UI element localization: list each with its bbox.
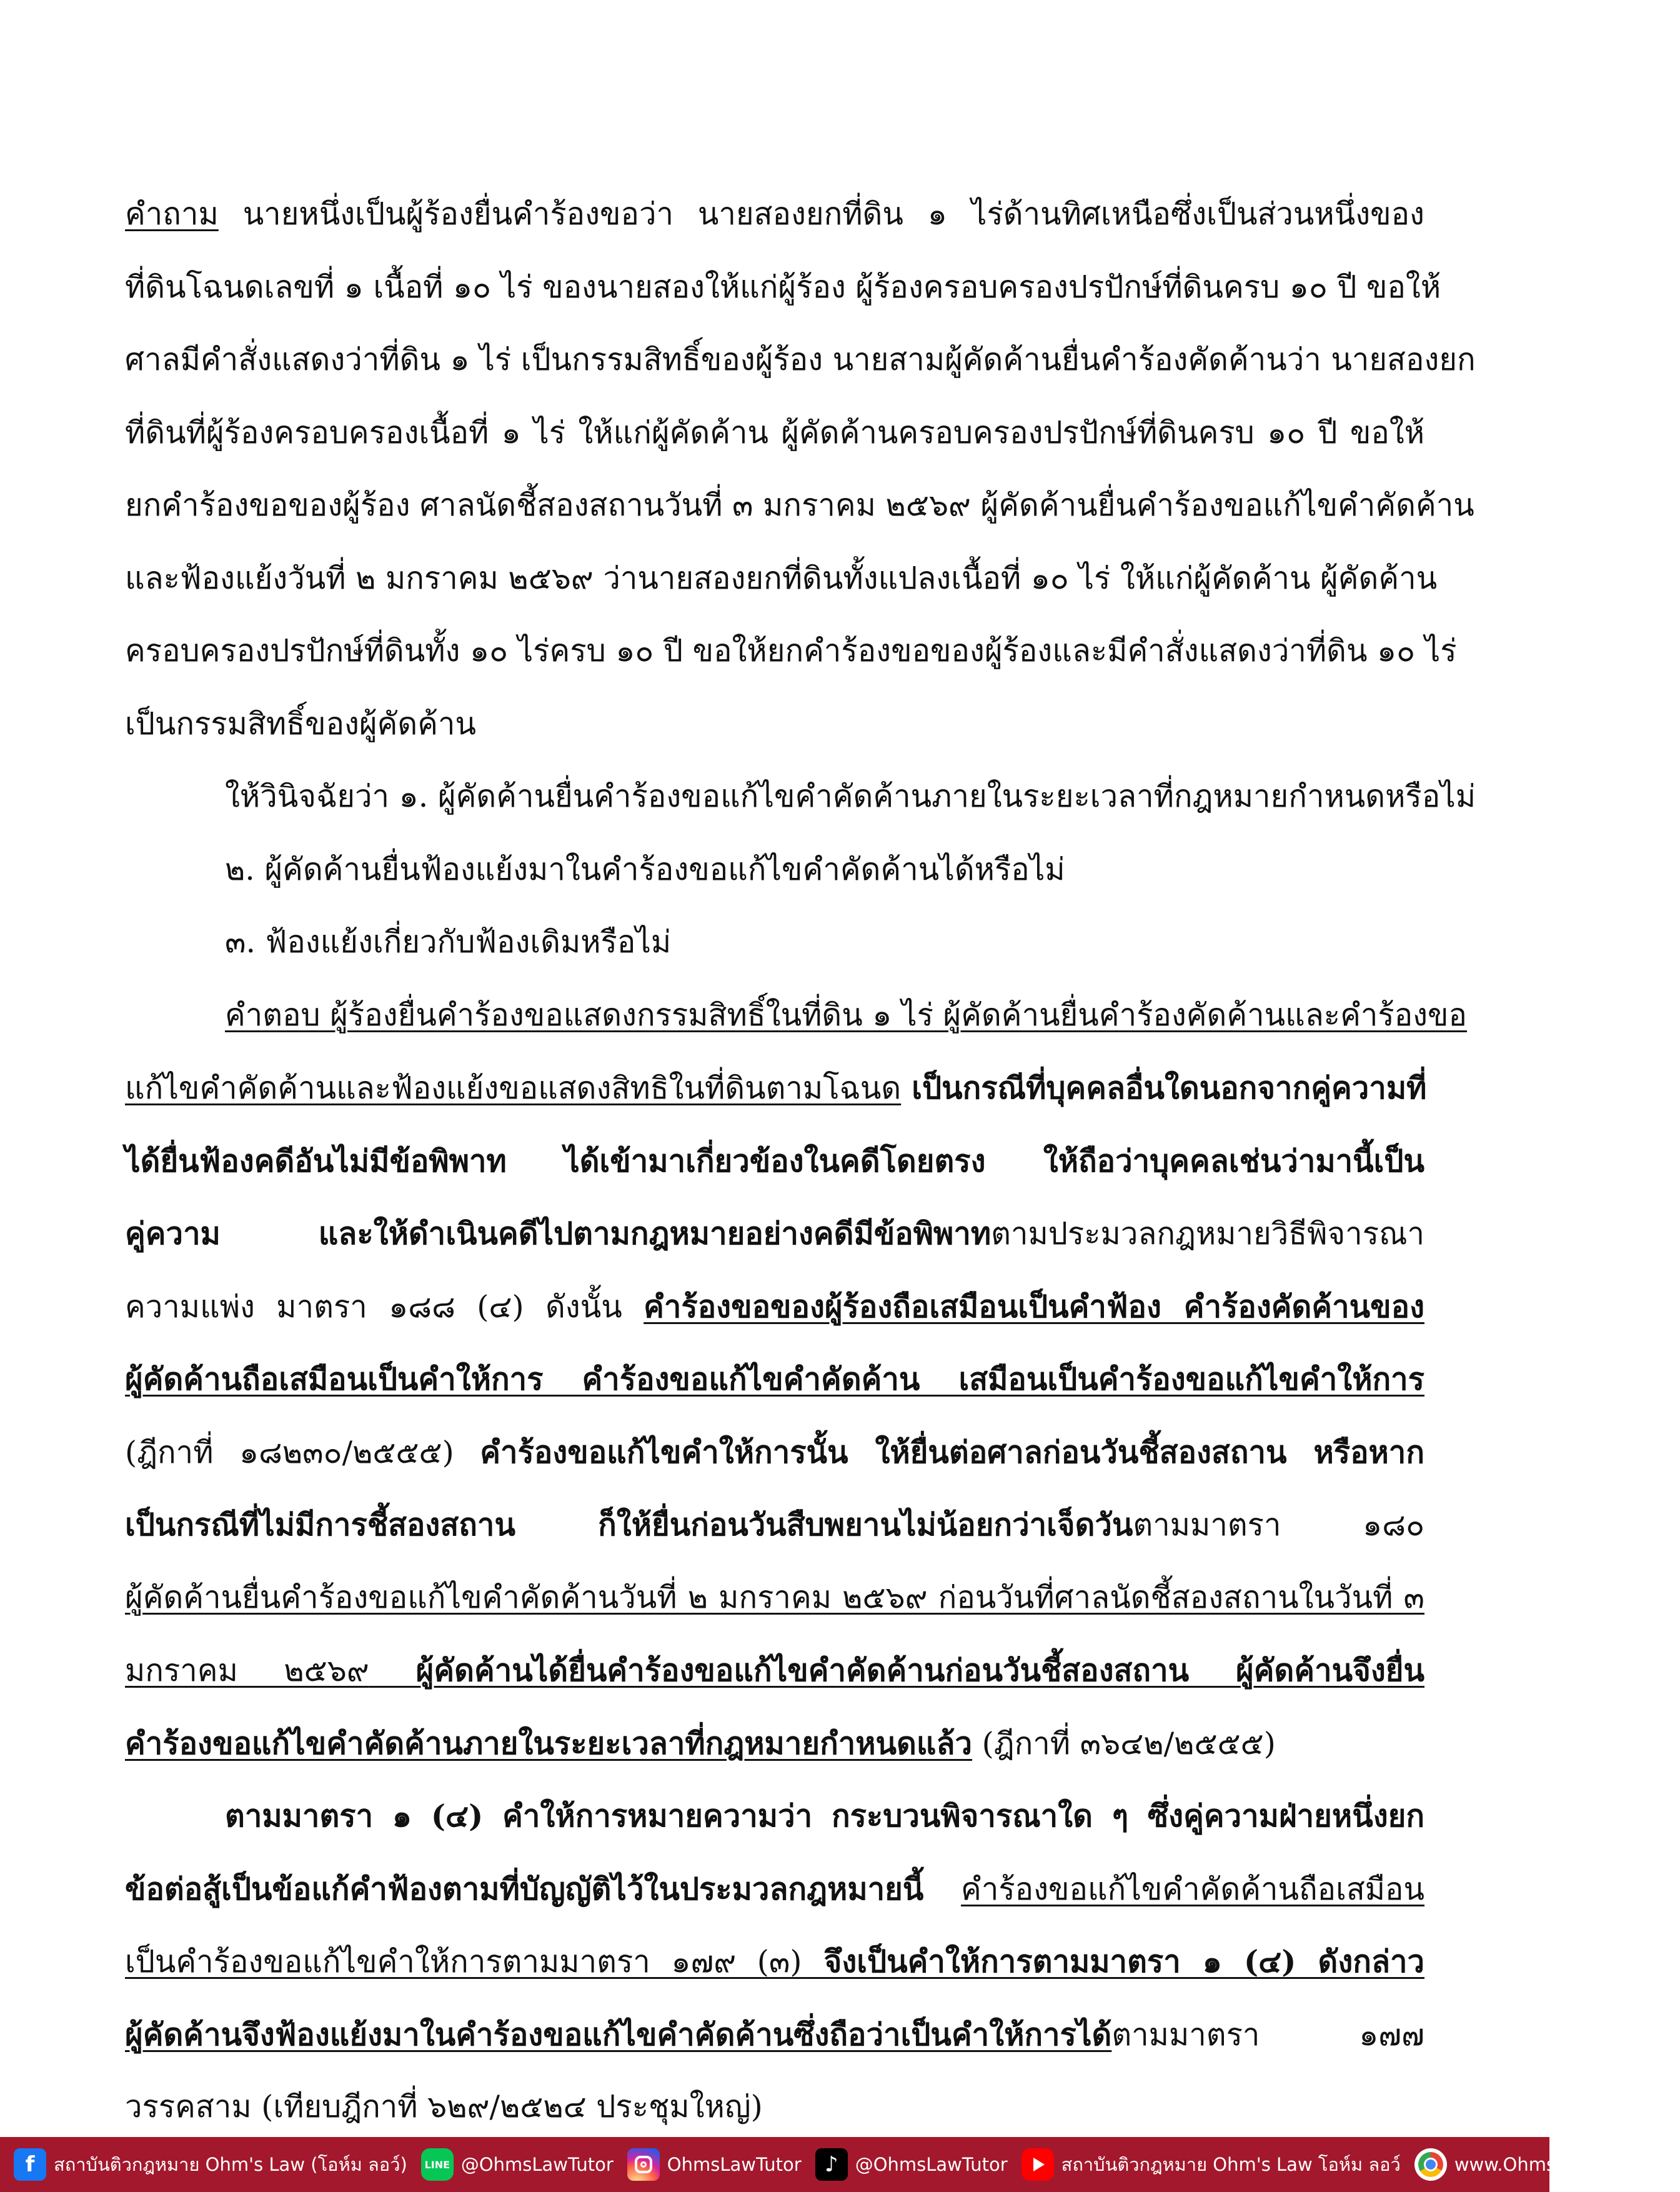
text-run: คำร้องขอแก้ไขคำให้การนั้น ให้ยื่นต่อศาลก่อนวันชี้สองสถาน หรือหาก [480,1433,1424,1470]
text-run: แก้ไขคำคัดค้านและฟ้องแย้งขอแสดงสิทธิในที่ดินตามโฉนด [125,1070,902,1106]
text-line [125,1270,1424,1343]
text-run: ศาลมีคำสั่งแสดงว่าที่ดิน ๑ ไร่ เป็นกรรมสิทธิ์ของผู้ร้อง นายสามผู้คัดค้านยื่นคำร้องคัดค้านว่า นายสองยก [125,342,1476,377]
footer-tiktok-label: @OhmsLawTutor [855,2154,1008,2175]
text-run: ยกคำร้องขอของผู้ร้อง ศาลนัดชี้สองสถานวันที่ ๓ มกราคม ๒๕๖๙ ผู้คัดค้านยื่นคำร้องขอแก้ไขคำคัดค้าน [125,487,1474,523]
text-run: เป็นคำร้องขอแก้ไขคำให้การตามมาตรา ๑๗๙ (๓) [125,1944,802,1980]
text-run: (ฎีกาที่ ๓๖๔๒/๒๕๕๕) [972,1725,1276,1761]
text-run: ผู้คัดค้านถือเสมือนเป็นคำให้การ คำร้องขอแก้ไขคำคัดค้าน เสมือนเป็นคำร้องขอแก้ไขคำให้การ [125,1361,1424,1397]
text-line [125,1562,1424,1635]
text-run: ผู้คัดค้านยื่นคำร้องขอแก้ไขคำคัดค้านวันที่ ๒ มกราคม ๒๕๖๙ ก่อนวันที่ศาลนัดชี้สองสถานในวันที่ ๓ [125,1579,1424,1615]
text-line [125,615,1457,688]
text-run: คำร้องขอแก้ไขคำคัดค้านภายในระยะเวลาที่กฎหมายกำหนดแล้ว [125,1725,972,1761]
footer-youtube[interactable] [1021,2148,1401,2181]
text-run: ได้ยื่นฟ้องคดีอันไม่มีข้อพิพาท ได้เข้ามาเกี่ยวข้องในคดีโดยตรง ให้ถือว่าบุคคลเช่นว่ามานี้เป็น [125,1142,1424,1179]
text-line [125,1634,1424,1707]
text-run: เป็นกรณีที่ไม่มีการชี้สองสถาน ก็ให้ยื่นก่อนวันสืบพยานไม่น้อยกว่าเจ็ดวัน [125,1507,1133,1543]
footer-youtube-label: สถาบันติวกฎหมาย Ohm's Law โอห์ม ลอว์ [1061,2154,1401,2175]
text-run: มกราคม ๒๕๖๙ [125,1653,369,1688]
footer-website-label: www.OhmsLawTutor.com [1454,2154,1680,2175]
text-line [125,251,1441,324]
text-run: ความแพ่ง มาตรา ๑๘๘ (๔) ดังนั้น [125,1288,644,1325]
text-line [125,324,1476,397]
text-line [125,542,1438,615]
text-line [125,1343,1424,1416]
footer-line[interactable] [421,2148,614,2181]
text-run: ให้วินิจฉัยว่า ๑. ผู้คัดค้านยื่นคำร้องขอแก้ไขคำคัดค้านภายในระยะเวลาที่กฎหมายกำหนดหรือไม่ [225,779,1476,814]
text-line [125,1925,1424,1998]
text-line [125,760,1476,834]
text-run: ๓. ฟ้องแย้งเกี่ยวกับฟ้องเดิมหรือไม่ [225,924,672,960]
facebook-icon: f [14,2148,46,2181]
text-run: ข้อต่อสู้เป็นข้อแก้คำฟ้องตามที่บัญญัติไว้ในประมวลกฎหมายนี้ [125,1870,962,1907]
text-run: ผู้คัดค้านได้ยื่นคำร้องขอแก้ไขคำคัดค้านก่อนวันชี้สองสถาน ผู้คัดค้านจึงยื่น [369,1652,1424,1688]
text-run: ครอบครองปรปักษ์ที่ดินทั้ง ๑๐ ไร่ครบ ๑๐ ปี ขอให้ยกคำร้องขอของผู้ร้องและมีคำสั่งแสดงว่าที่ดิน ๑๐ ไร่ [125,633,1457,669]
text-run: ตามประมวลกฎหมายวิธีพิจารณา [991,1216,1424,1252]
footer-instagram[interactable] [627,2148,802,2181]
instagram-icon [627,2148,660,2181]
text-line [125,1780,1424,1853]
text-run: นายหนึ่งเป็นผู้ร้องยื่นคำร้องขอว่า นายสองยกที่ดิน ๑ ไร่ด้านทิศเหนือซึ่งเป็นส่วนหนึ่งของ [218,196,1424,232]
footer-website[interactable] [1414,2148,1680,2181]
website-icon [1414,2148,1447,2181]
text-line [125,1998,1424,2071]
footer-facebook[interactable] [14,2148,407,2181]
text-line [125,906,1424,979]
text-line [125,688,1424,761]
footer-bar [0,2137,1680,2192]
tiktok-icon: ♪ [815,2148,848,2181]
text-run: ที่ดินโฉนดเลขที่ ๑ เนื้อที่ ๑๐ ไร่ ของนายสองให้แก่ผู้ร้อง ผู้ร้องครอบครองปรปักษ์ที่ดินครบ ๑๐ ปี ขอให้ [125,269,1441,305]
footer-instagram-label: OhmsLawTutor [667,2154,802,2175]
text-line [125,979,1467,1052]
text-run: คำตอบ ผู้ร้องยื่นคำร้องขอแสดงกรรมสิทธิ์ในที่ดิน ๑ ไร่ ผู้คัดค้านยื่นคำร้องคัดค้านและคำร้องขอ [225,997,1467,1033]
text-run: คำร้องขอแก้ไขคำคัดค้านถือเสมือน [961,1871,1424,1907]
text-line [125,1052,1427,1125]
text-line [125,1416,1424,1489]
footer-tiktok[interactable] [815,2148,1008,2181]
text-run: ที่ดินที่ผู้ร้องครอบครองเนื้อที่ ๑ ไร่ ให้แก่ผู้คัดค้าน ผู้คัดค้านครอบครองปรปักษ์ที่ดินครบ ๑๐ ปี ขอให้ [125,414,1424,451]
text-line [125,2071,1424,2144]
text-run: คู่ความ และให้ดำเนินคดีไปตามกฎหมายอย่างคดีมีข้อพิพาท [125,1215,992,1252]
text-run: ตามมาตรา ๑๗๗ [1111,2016,1424,2053]
footer-line-label: @OhmsLawTutor [460,2154,614,2175]
text-run: ๒. ผู้คัดค้านยื่นฟ้องแย้งมาในคำร้องขอแก้ไขคำคัดค้านได้หรือไม่ [225,851,1065,887]
line-icon: LINE [421,2148,454,2181]
text-run: (ฎีกาที่ ๑๘๒๓๐/๒๕๕๕) [125,1434,480,1470]
text-run: วรรคสาม (เทียบฎีกาที่ ๖๒๙/๒๕๒๔ ประชุมใหญ่) [125,2089,763,2125]
text-line [125,1125,1424,1198]
text-line [125,1488,1424,1562]
text-run: ผู้คัดค้านจึงฟ้องแย้งมาในคำร้องขอแก้ไขคำคัดค้านซึ่งถือว่าเป็นคำให้การได้ [125,2016,1112,2053]
youtube-icon [1021,2148,1054,2181]
text-run: เป็นกรณีที่บุคคลอื่นใดนอกจากคู่ความที่ [901,1070,1427,1106]
text-run: คำร้องขอของผู้ร้องถือเสมือนเป็นคำฟ้อง คำร้องคัดค้านของ [644,1288,1424,1325]
text-run: ตามมาตรา ๑ (๔) คำให้การหมายความว่า กระบวนพิจารณาใด ๆ ซึ่งคู่ความฝ่ายหนึ่งยก [225,1798,1424,1834]
text-run: ตามมาตรา ๑๘๐ [1133,1507,1424,1543]
text-line [125,834,1424,907]
text-line [125,397,1424,470]
text-line [125,1197,1424,1270]
document-body [125,178,1476,2144]
text-run: คำถาม [125,196,219,232]
text-line [125,1707,1424,1780]
text-line [125,178,1424,251]
text-line [125,469,1474,542]
footer-facebook-label: สถาบันติวกฎหมาย Ohm's Law (โอห์ม ลอว์) [54,2154,407,2175]
text-run: และฟ้องแย้งวันที่ ๒ มกราคม ๒๕๖๙ ว่านายสองยกที่ดินทั้งแปลงเนื้อที่ ๑๐ ไร่ ให้แก่ผู้คัดค้าน ผู้คัดค้าน [125,560,1438,596]
text-run: เป็นกรรมสิทธิ์ของผู้คัดค้าน [125,705,477,742]
text-line [125,1853,1424,1926]
text-run: จึงเป็นคำให้การตามมาตรา ๑ (๔) ดังกล่าว [802,1943,1424,1980]
